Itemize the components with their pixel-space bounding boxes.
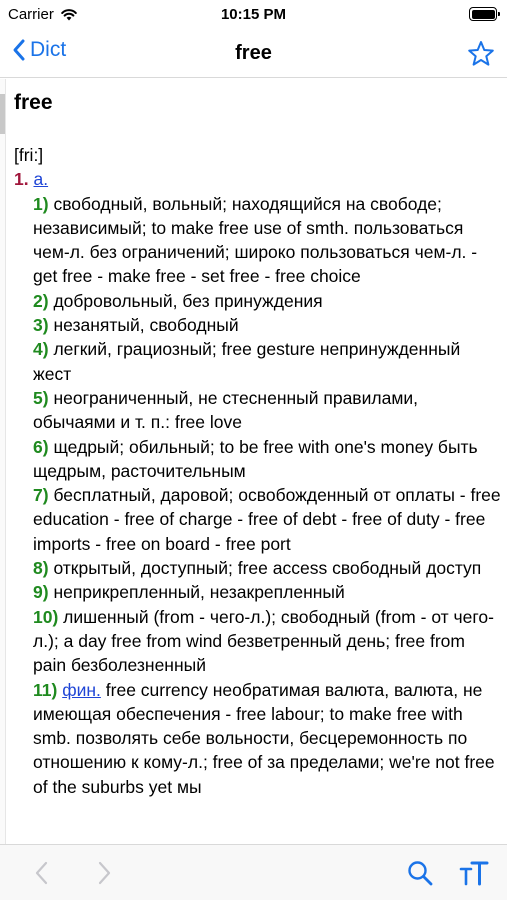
sense-3 [14, 313, 501, 337]
sense-5 [14, 386, 501, 435]
sense-number: 5) [33, 387, 49, 408]
sense-7 [14, 483, 501, 556]
sense-text: свободный, вольный; находящийся на свободе; независимый; to make free use of smth. пользоваться чем-л. без ограничений; широко пользоваться чем-л. - get free - make free - set free - free choice [33, 193, 478, 287]
chevron-right-icon [88, 857, 120, 889]
sense-text: неприкрепленный, незакрепленный [53, 582, 345, 603]
back-button-label: Dict [30, 38, 67, 61]
sense-text: щедрый; обильный; to be free with one's money быть щедрым, расточительным [33, 436, 478, 481]
chevron-left-icon [26, 857, 58, 889]
status-time: 10:15 PM [220, 6, 287, 23]
history-back-button[interactable] [26, 857, 58, 889]
sense-text: добровольный, без принуждения [53, 290, 323, 311]
sense-10 [14, 605, 501, 678]
status-bar [0, 0, 507, 30]
sense-8 [14, 556, 501, 580]
page-title: free [235, 42, 272, 64]
sense-number: 9) [33, 582, 49, 603]
transcription: [fri:] [14, 145, 44, 165]
sense-number: 10) [33, 606, 59, 627]
sense-text: неограниченный, не стесненный правилами, обычаями и т. п.: free love [33, 387, 418, 433]
sense-number: 2) [33, 290, 49, 311]
sense-text: открытый, доступный; free access свободный доступ [53, 558, 482, 579]
sense-9 [14, 580, 501, 604]
star-icon [465, 38, 497, 70]
bottom-toolbar [0, 844, 507, 900]
sense-number: 7) [33, 485, 49, 506]
battery-icon [469, 7, 497, 21]
text-size-icon [458, 857, 490, 889]
sense-6 [14, 435, 501, 484]
sense-text: free currency необратимая валюта, валюта, не имеющая обеспечения - free labour; to make free with smb. позволять себе вольности, бесцеремонность по отношению к кому-л.; free of за пределами; we're not free of the suburbs yet мы [33, 679, 495, 797]
carrier-label: Carrier [8, 6, 54, 23]
headword: free [14, 91, 53, 114]
sense-number: 1) [33, 193, 49, 214]
history-forward-button[interactable] [88, 857, 120, 889]
sense-number: 11) [33, 679, 58, 700]
pos-link[interactable]: a. [33, 169, 49, 190]
navigation-bar [0, 30, 507, 78]
pos-number: 1. [14, 169, 29, 190]
sense-2 [14, 289, 501, 313]
domain-label-link[interactable]: фин. [62, 679, 101, 700]
sense-number: 6) [33, 436, 49, 457]
sense-text: незанятый, свободный [53, 315, 239, 336]
sense-number: 8) [33, 558, 49, 579]
search-icon [404, 857, 436, 889]
article-body [14, 143, 501, 799]
search-button[interactable] [404, 857, 436, 889]
part-of-speech-line [14, 167, 501, 191]
sense-11 [14, 678, 501, 799]
article-view[interactable] [0, 79, 507, 844]
sense-text: лишенный (from - чего-л.); свободный (from - от чего-л.); a day free from wind безветренный день; free from pain безболезненный [33, 606, 494, 676]
sense-number: 3) [33, 315, 49, 336]
sense-4 [14, 337, 501, 386]
sense-1 [14, 192, 501, 289]
bookmark-button[interactable] [465, 38, 497, 70]
sense-number: 4) [33, 339, 49, 360]
sense-text: бесплатный, даровой; освобожденный от оплаты - free education - free of charge - free of debt - free of duty - free imports - free on board - free port [33, 485, 501, 554]
text-size-button[interactable] [458, 857, 490, 889]
sense-text: легкий, грациозный; free gesture непринужденный жест [33, 339, 461, 384]
